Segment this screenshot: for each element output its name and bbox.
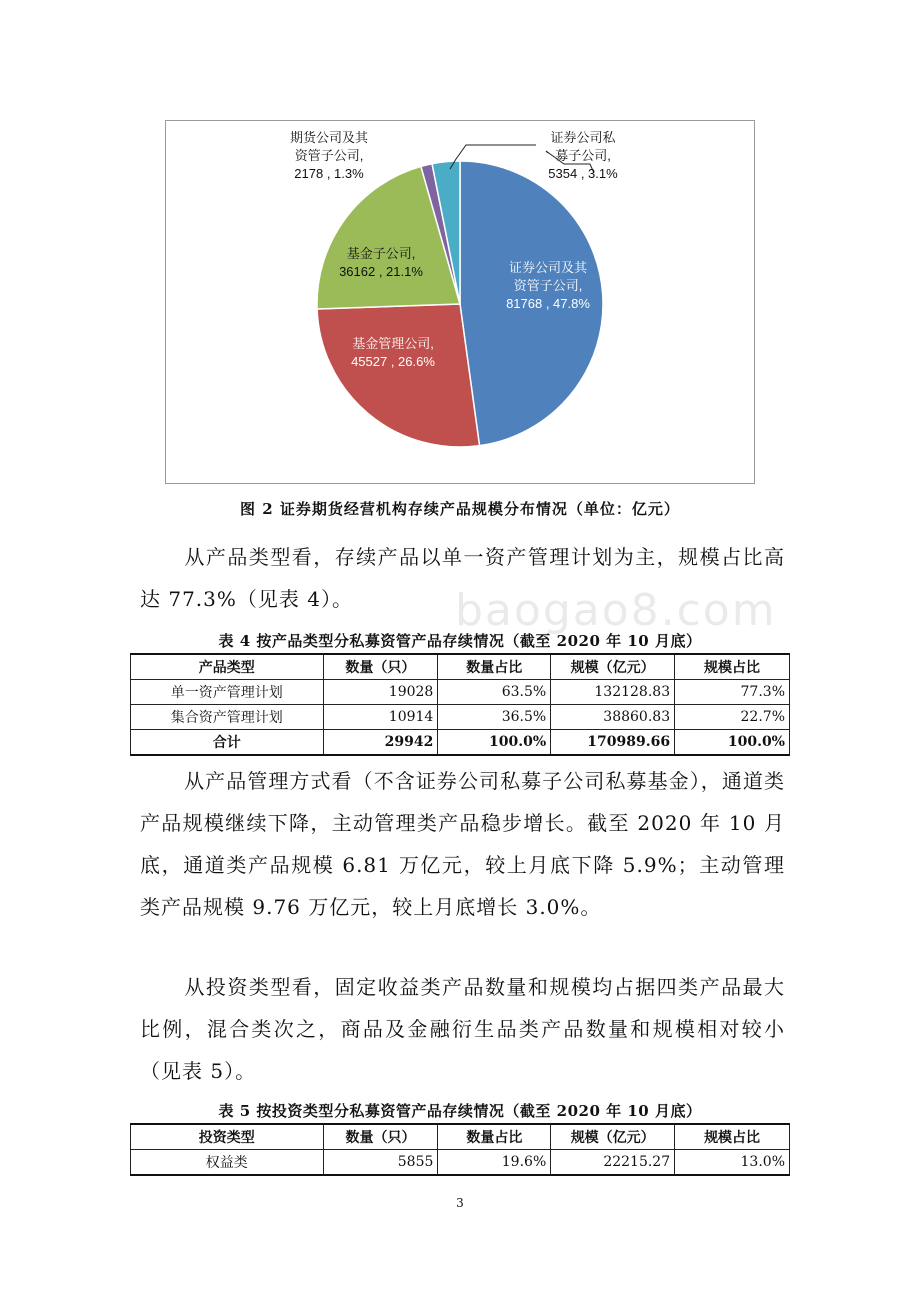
table-cell: 单一资产管理计划 bbox=[131, 680, 324, 705]
table-cell: 权益类 bbox=[131, 1150, 324, 1176]
table-cell: 63.5% bbox=[438, 680, 551, 705]
table-header-cell: 数量（只） bbox=[323, 654, 438, 680]
label-securities-private: 证券公司私 募子公司, 5354 , 3.1% bbox=[548, 130, 618, 181]
table-cell: 10914 bbox=[323, 705, 438, 730]
figure-caption: 图 2 证券期货经营机构存续产品规模分布情况（单位：亿元） bbox=[240, 500, 680, 518]
table-cell: 29942 bbox=[323, 730, 438, 756]
label-securities: 证券公司及其 资管子公司, 81768 , 47.8% bbox=[506, 260, 590, 311]
table-cell: 132128.83 bbox=[551, 680, 675, 705]
table-total-row bbox=[131, 730, 790, 756]
table4-caption: 表 4 按产品类型分私募资管产品存续情况（截至 2020 年 10 月底） bbox=[218, 632, 702, 650]
label-futures: 期货公司及其 资管子公司, 2178 , 1.3% bbox=[289, 130, 368, 181]
table-cell: 19028 bbox=[323, 680, 438, 705]
table-header-cell: 规模占比 bbox=[675, 654, 790, 680]
table-cell: 合计 bbox=[131, 730, 324, 756]
table-cell: 100.0% bbox=[438, 730, 551, 756]
table-cell: 38860.83 bbox=[551, 705, 675, 730]
table-header-cell: 数量占比 bbox=[438, 1124, 551, 1150]
table-cell: 13.0% bbox=[675, 1150, 790, 1176]
table-header-row bbox=[131, 1124, 790, 1150]
pie-slice-fund-company bbox=[317, 304, 479, 447]
table-row bbox=[131, 705, 790, 730]
table-cell: 5855 bbox=[323, 1150, 438, 1176]
table5-caption: 表 5 按投资类型分私募资管产品存续情况（截至 2020 年 10 月底） bbox=[218, 1102, 702, 1120]
paragraph-product-type: 从产品类型看，存续产品以单一资产管理计划为主，规模占比高达 77.3%（见表 4）。 bbox=[140, 545, 785, 611]
table-row bbox=[131, 680, 790, 705]
table-cell: 36.5% bbox=[438, 705, 551, 730]
table5 bbox=[130, 1123, 790, 1176]
table4 bbox=[130, 653, 790, 756]
table-header-cell: 投资类型 bbox=[131, 1124, 324, 1150]
table-header-cell: 规模占比 bbox=[675, 1124, 790, 1150]
pie-chart bbox=[165, 120, 755, 484]
table-cell: 19.6% bbox=[438, 1150, 551, 1176]
table-row bbox=[131, 1150, 790, 1176]
paragraph-management-mode: 从产品管理方式看（不含证券公司私募子公司私募基金），通道类产品规模继续下降，主动管理类产品稳步增长。截至 2020 年 10 月底，通道类产品规模 6.81 万亿元，较上月底下降 5.9%；主动管理类产品规模 9.76 万亿元，较上月底增长 3.0%。 bbox=[140, 769, 785, 919]
table-header-cell: 数量占比 bbox=[438, 654, 551, 680]
table-header-cell: 产品类型 bbox=[131, 654, 324, 680]
table-header-cell: 数量（只） bbox=[323, 1124, 438, 1150]
pie-chart-svg bbox=[166, 121, 754, 483]
paragraph-investment-type: 从投资类型看，固定收益类产品数量和规模均占据四类产品最大比例，混合类次之，商品及金融衍生品类产品数量和规模相对较小（见表 5）。 bbox=[140, 975, 785, 1083]
table-cell: 集合资产管理计划 bbox=[131, 705, 324, 730]
page-number: 3 bbox=[456, 1196, 464, 1210]
table-cell: 22215.27 bbox=[551, 1150, 675, 1176]
table-cell: 77.3% bbox=[675, 680, 790, 705]
table-cell: 100.0% bbox=[675, 730, 790, 756]
watermark-text: baogao8.com bbox=[455, 585, 777, 636]
label-fund-company: 基金管理公司, 45527 , 26.6% bbox=[351, 336, 435, 369]
label-fund-subsidiary: 基金子公司, 36162 , 21.1% bbox=[339, 246, 423, 279]
table-header-cell: 规模（亿元） bbox=[551, 1124, 675, 1150]
table-header-cell: 规模（亿元） bbox=[551, 654, 675, 680]
table-cell: 170989.66 bbox=[551, 730, 675, 756]
table-cell: 22.7% bbox=[675, 705, 790, 730]
table-header-row bbox=[131, 654, 790, 680]
